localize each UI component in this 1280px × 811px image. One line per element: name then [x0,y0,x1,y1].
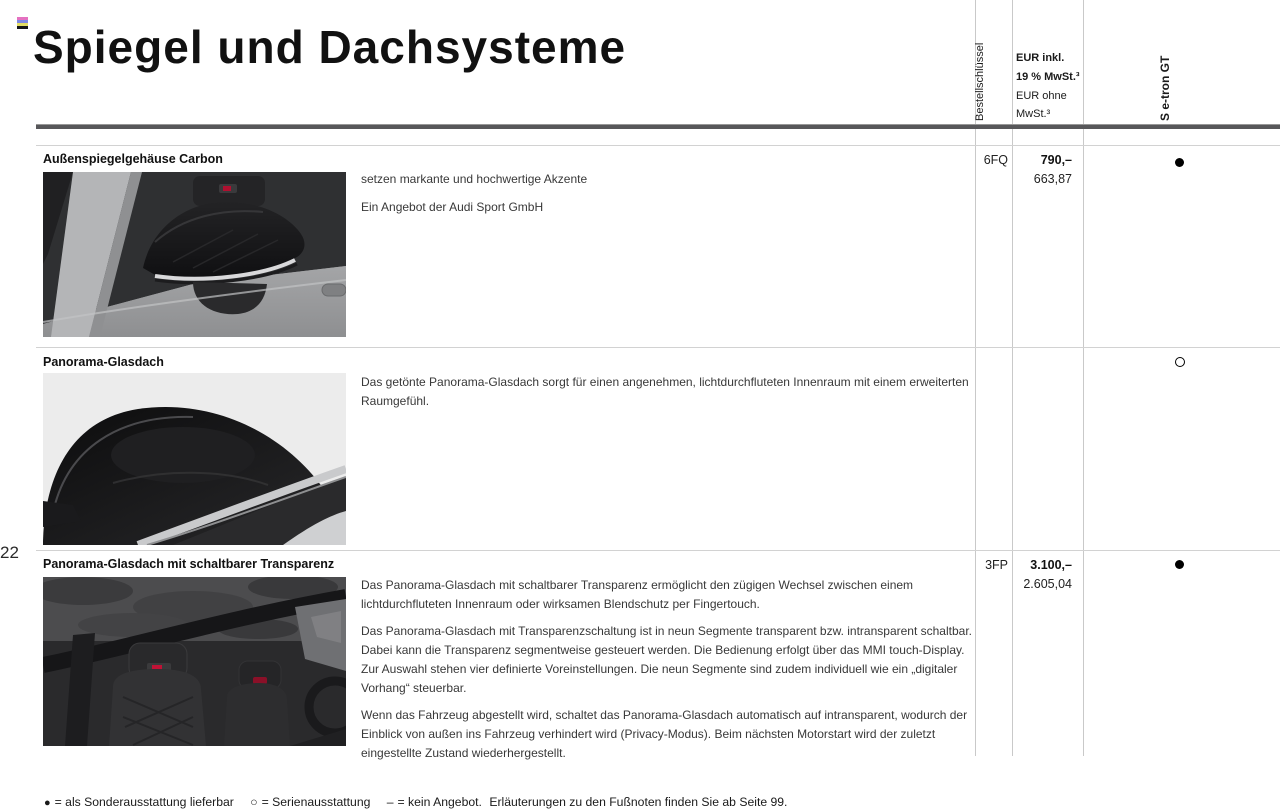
description-paragraph: Das Panorama-Glasdach mit schaltbarer Transparenz ermöglicht den zügigen Wechsel zwischen einem lichtdurchfluteten Innenraum oder wirksamen Blendschutz per Fingertouch. [361,578,914,611]
legend-footer [44,795,787,809]
carbon-exterior-mirror-photo [43,172,346,337]
column-header-model: S e-tron GT [1158,55,1172,121]
price-header-line: EUR ohne [1016,89,1067,102]
description-paragraph: setzen markante und hochwertige Akzente [361,172,588,186]
dash-icon: – [386,795,394,809]
legend-item-standard [250,795,370,809]
print-color-mark [17,17,28,29]
row-description [361,170,975,225]
availability-marker-standard [1175,357,1185,367]
panorama-glass-roof-photo [43,373,346,545]
description-paragraph: Das getönte Panorama-Glasdach sorgt für einen angenehmen, lichtdurchfluteten Innenraum mit einem erweiterten Raumgefühl. [361,375,969,408]
order-code: 3FP [985,558,1008,572]
price-excl-vat: 2.605,04 [1023,577,1072,591]
row-separator [36,145,1280,146]
open-circle-icon: ○ [250,795,258,809]
table-column-divider [1083,0,1084,756]
row-description [361,576,975,771]
description-paragraph: Wenn das Fahrzeug abgestellt wird, schaltet das Panorama-Glasdach automatisch auf intransparent, wodurch der Einblick von außen ins Fahrzeug verhindert wird (Privacy-Modus). Beim nächsten Motorstart wird der zuletzt eingestellte Zustand wiederhergestellt. [361,708,968,760]
row-title: Panorama-Glasdach [43,355,164,369]
price-incl-vat: 790,– [1040,153,1072,167]
mark-stripe-black [17,26,28,29]
row-separator [36,550,1280,551]
row-separator [36,347,1280,348]
switchable-panorama-glass-roof-interior-photo [43,577,346,746]
table-column-divider [1012,0,1013,756]
legend-text: = Serienausstattung [261,795,371,809]
price-incl-vat: 3.100,– [1030,558,1072,572]
price-header-line: MwSt.³ [1016,108,1051,121]
column-header-order-code: Bestellschlüssel [974,42,986,121]
row-title: Außenspiegelgehäuse Carbon [43,152,223,166]
page-number: 22 [0,543,19,562]
column-header-price [1016,49,1080,124]
order-code: 6FQ [983,153,1008,167]
legend-text: = als Sonderausstattung lieferbar [54,795,234,809]
price-header-line: EUR inkl. [1016,52,1065,64]
page-title: Spiegel und Dachsysteme [33,20,627,73]
row-description [361,373,975,419]
availability-marker-optional [1175,560,1184,569]
price-excl-vat: 663,87 [1033,172,1072,186]
footnote-reference: Erläuterungen zu den Fußnoten finden Sie ab Seite 99. [489,795,788,809]
legend-text: = kein Angebot. [397,795,482,809]
price-header-line: 19 % MwSt.³ [1016,70,1080,83]
description-paragraph: Ein Angebot der Audi Sport GmbH [361,199,544,214]
header-rule [36,124,1280,129]
row-title: Panorama-Glasdach mit schaltbarer Transparenz [43,557,335,571]
filled-dot-icon: ● [44,797,51,809]
legend-item-optional [44,795,234,809]
legend-item-none [387,795,482,809]
description-paragraph: Das Panorama-Glasdach mit Transparenzschaltung ist in neun Segmente transparent bzw. intransparent schaltbar. Dabei kann die Transparenz segmentweise gesteuert werden. Die Bedienung erfolgt über das MMI touch-Display. Zur Auswahl stehen vier definierte Voreinstellungen. Die neun Segmente sind zudem individuell wie ein „digitaler Vorhang“ steuerbar. [361,624,972,695]
availability-marker-optional [1175,158,1184,167]
